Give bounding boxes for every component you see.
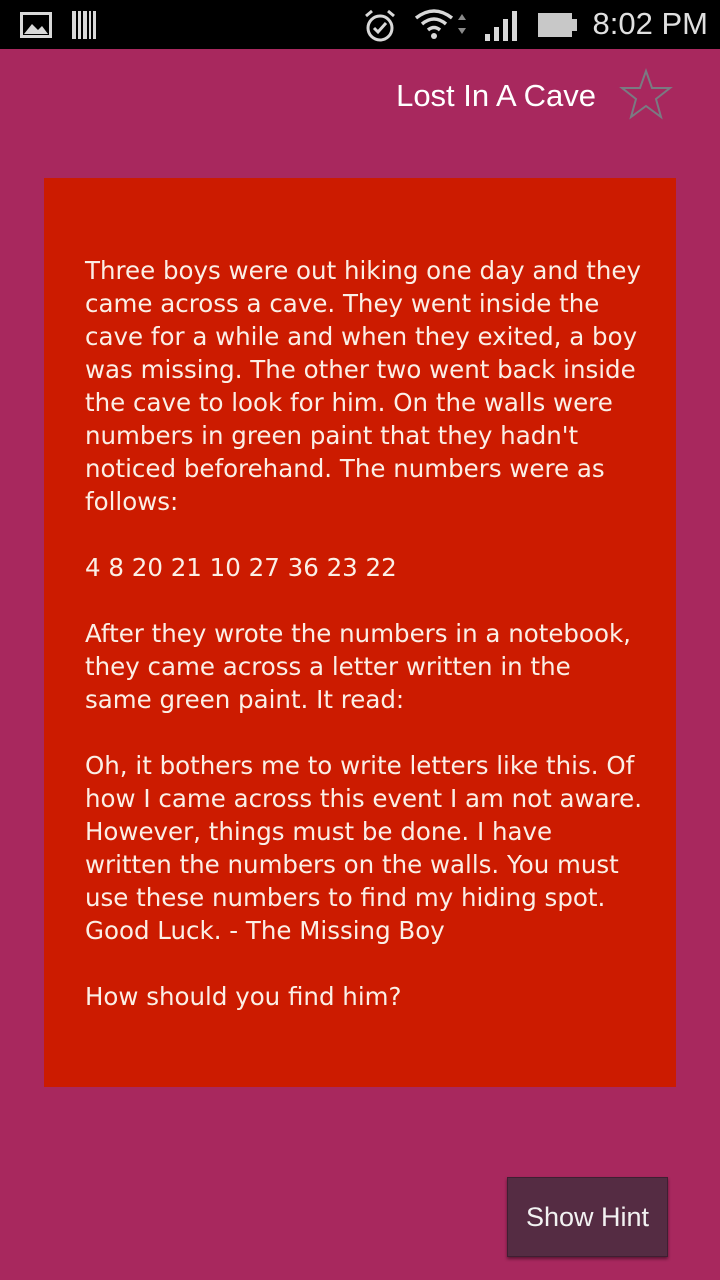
barcode-notification-icon xyxy=(71,10,97,40)
status-bar xyxy=(0,0,720,49)
clock: 8:02 PM xyxy=(592,6,708,41)
wifi-icon xyxy=(414,8,470,42)
alarm-icon xyxy=(362,8,398,44)
battery-icon xyxy=(537,12,579,38)
riddle-text: Three boys were out hiking one day and they came across a cave. They went inside the cave for a while and when they exited, a boy was missing. The other two went back inside the cave to look for him. On the walls were numbers in green paint that they hadn't noticed beforehand. The numbers were as follows: 4 8 20 21 10 27 36 23 22 After they wrote the numbers in a notebook, they came across a letter written in the same green paint. It read: Oh, it bothers me to write letters like this. Of how I came across this event I am not aware. However, things must be done. I have written the numbers on the walls. You must use these numbers to find my hiding spot. Good Luck. - The Missing Boy How should you find him? xyxy=(85,256,643,1011)
image-notification-icon xyxy=(20,12,52,38)
riddle-title: Lost In A Cave xyxy=(396,78,596,113)
riddle-card xyxy=(44,178,676,1087)
signal-icon xyxy=(484,10,520,42)
star-outline-icon xyxy=(619,68,673,122)
favorite-button[interactable] xyxy=(619,68,673,122)
show-hint-button[interactable]: Show Hint xyxy=(507,1177,668,1257)
